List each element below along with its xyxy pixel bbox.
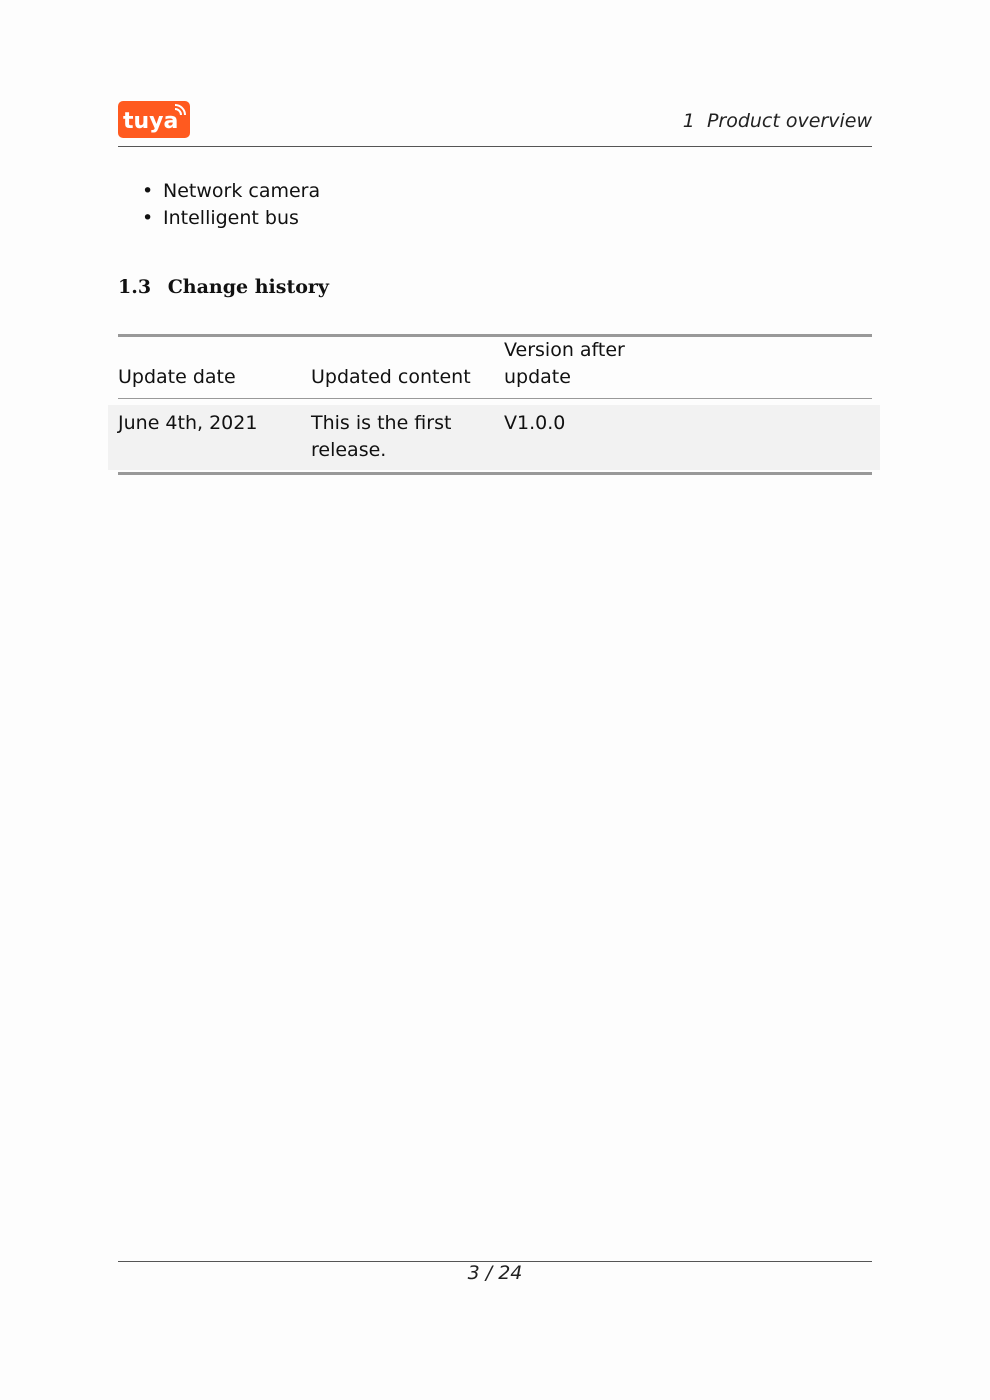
header-divider — [118, 146, 872, 147]
section-heading — [118, 276, 329, 298]
table-cell: This is the first release. — [311, 412, 452, 461]
table-cell: V1.0.0 — [504, 412, 566, 434]
tuya-logo-mark — [118, 101, 190, 138]
chapter-number: 1 — [682, 110, 695, 132]
table-header-cell: Version after update — [504, 339, 625, 388]
table-cell: June 4th, 2021 — [118, 412, 258, 434]
table-bottom-rule — [118, 472, 872, 475]
chapter-title: Product overview — [706, 110, 872, 132]
section-number: 1.3 — [118, 276, 152, 298]
tuya-logo — [118, 101, 190, 138]
table-header-cell: Updated content — [311, 366, 471, 388]
running-header — [683, 110, 872, 132]
svg-text:tuya: tuya — [123, 109, 179, 134]
list-item-text: Intelligent bus — [163, 207, 299, 229]
section-title: Change history — [167, 276, 329, 298]
list-item: • Intelligent bus — [142, 207, 299, 229]
list-item-text: Network camera — [163, 180, 321, 202]
bullet-list — [142, 178, 320, 232]
table-header-rule — [118, 398, 872, 399]
list-item: • Network camera — [142, 180, 321, 202]
table-header-cell: Update date — [118, 366, 236, 388]
page-number: 3 / 24 — [467, 1262, 523, 1284]
